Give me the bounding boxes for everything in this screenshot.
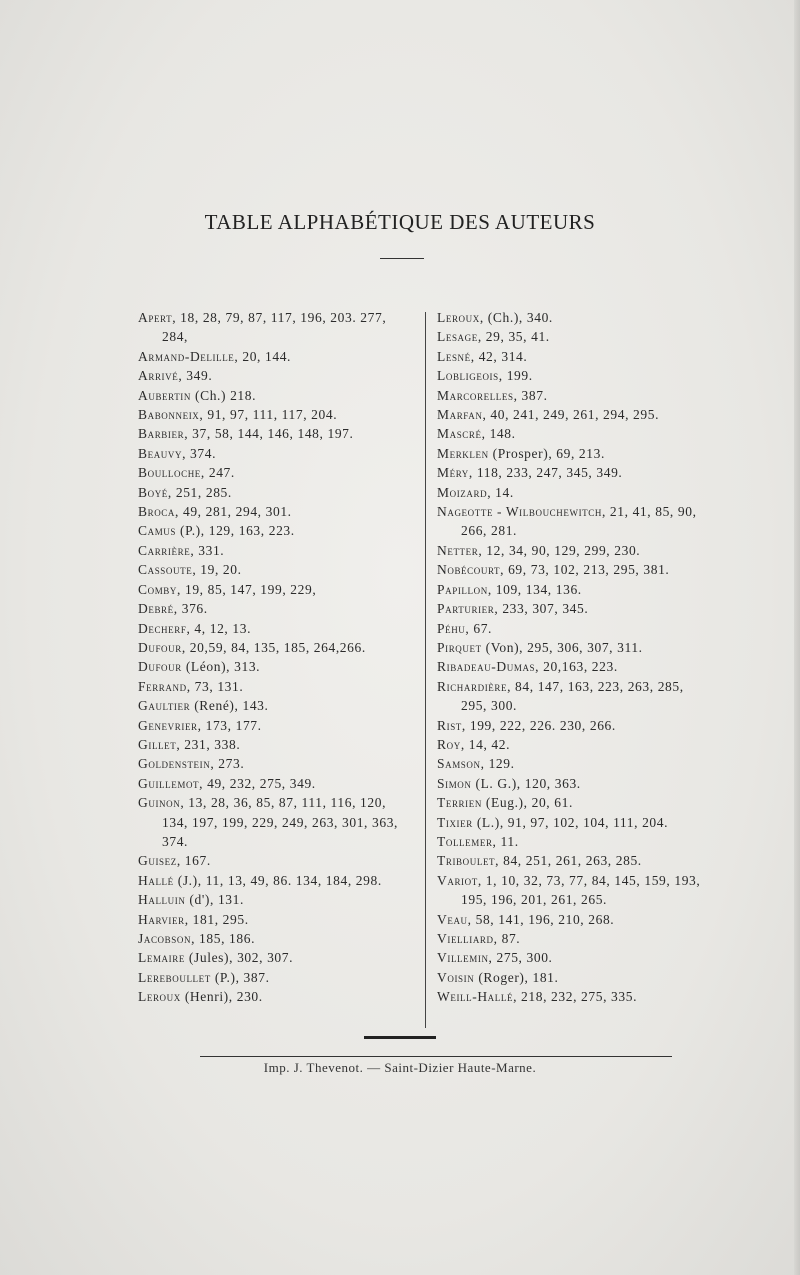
index-entry [138,599,416,618]
index-entry [437,832,707,851]
column-divider [425,312,426,1028]
page-references: (Léon), 313. [181,659,261,675]
index-entry [138,444,416,463]
author-name: Cassoute [138,562,193,578]
author-name: Merklen [437,445,489,461]
index-entry [138,677,416,696]
page-references: (P.), 129, 163, 223. [176,523,295,539]
index-entry [138,754,416,773]
index-entry [437,444,707,463]
index-entry [437,910,707,929]
page-edge-shadow [794,0,800,1275]
index-entry [437,735,707,754]
page-references: , 185, 186. [191,931,256,946]
author-name: Rist [437,717,462,733]
author-name: Decherf [138,620,187,636]
author-name: Debré [138,601,174,617]
page-references: , 19, 85, 147, 199, 229, [177,581,317,597]
page-references: , 218, 232, 275, 335. [513,989,638,1005]
author-name: Samson [437,756,481,772]
author-name: Lobligeois [437,368,499,384]
author-column-left [138,308,416,1007]
author-name: Carrière [138,542,191,558]
index-entry [437,851,707,870]
page-references: (Roger), 181. [474,969,559,985]
index-entry [138,638,416,657]
page-references: , 67. [465,620,493,636]
index-entry [138,405,416,424]
page-title: TABLE ALPHABÉTIQUE DES AUTEURS [204,210,596,234]
author-name: Camus [138,523,177,539]
index-entry [437,502,707,541]
author-name: Veau [437,911,468,927]
index-entry [437,580,707,599]
author-name: Lereboullet [138,969,211,985]
page-references: , 148. [481,426,516,442]
author-name: Babonneix [138,407,200,423]
index-entry [138,541,416,560]
page-references: , 29, 35, 41. [477,329,550,345]
page-references: , 1, 10, 32, 73, 77, 84, 145, 159, 193, 195, 196, 201, 261, 265. [461,872,701,908]
author-name: Genevrier [138,717,198,733]
page-references: , 118, 233, 247, 345, 349. [468,465,623,481]
author-name: Pirquet [437,639,482,655]
index-entry [138,987,416,1006]
page-references: , 14, 42. [460,736,511,752]
author-name: Weill-Hallé [437,989,514,1005]
author-name: Tollemer [437,833,493,849]
author-name: Barbier [138,426,185,442]
author-name: Simon [437,775,472,791]
page-references: , 376. [173,601,208,617]
page-references: , 87. [493,931,521,946]
page-references: , 173, 177. [197,717,262,733]
page-references: , 49, 232, 275, 349. [199,775,316,791]
author-name: Aubertin [138,387,192,403]
index-entry [437,619,707,638]
author-name: Armand-Delille [138,348,235,364]
page-references: (René), 143. [190,698,269,714]
author-name: Variot [437,872,478,888]
page-references: , 275, 300. [488,950,553,966]
page-references: , 37, 58, 144, 146, 148, 197. [184,426,354,442]
index-entry [138,580,416,599]
index-entry [138,851,416,870]
index-entry [437,968,707,987]
page-references: , 199. [498,368,533,384]
index-entry [138,948,416,967]
page-references: , 231, 338. [176,736,241,752]
author-name: Tixier [437,814,473,830]
page-references: , (Ch.), 340. [479,310,553,325]
index-entry [138,521,416,540]
index-entry [138,347,416,366]
index-entry [138,735,416,754]
author-name: Dufour [138,639,182,655]
page-references: , 20,163, 223. [535,659,618,675]
index-entry [437,599,707,618]
index-entry [437,754,707,773]
index-entry [138,386,416,405]
index-entry [437,366,707,385]
index-entry [437,463,707,482]
author-name: Nobécourt [437,562,501,578]
author-name: Guisez [138,853,177,869]
author-name: Voisin [437,969,475,985]
index-entry [437,424,707,443]
author-name: Netter [437,542,479,558]
index-entry [138,774,416,793]
author-name: Apert [138,310,173,325]
page-references: , 374. [182,445,217,461]
author-name: Guillemot [138,775,200,791]
index-entry [138,502,416,521]
page-references: (L. G.), 120, 363. [471,775,581,791]
index-entry [138,560,416,579]
page-references: , 69, 73, 102, 213, 295, 381. [500,562,670,578]
page-references: , 11. [492,833,519,849]
author-name: Guinon [138,795,181,811]
author-name: Mascré [437,426,482,442]
footer-rule-thin [200,1056,672,1057]
page-references: (Henri), 230. [180,989,263,1005]
page-references: , 91, 97, 111, 117, 204. [199,407,338,423]
index-entry [138,910,416,929]
index-entry [437,405,707,424]
author-name: Parturier [437,601,495,617]
index-entry [437,638,707,657]
author-name: Harvier [138,911,185,927]
page-references: , 247. [200,465,235,481]
index-entry [138,696,416,715]
author-column-right [437,308,707,1007]
author-name: Triboulet [437,853,496,869]
index-entry [437,308,707,327]
author-name: Dufour [138,659,182,675]
page-references: , 42, 314. [470,348,528,364]
page-references: , 21, 41, 85, 90, 266, 281. [461,504,697,539]
author-name: Boyé [138,484,168,500]
printer-imprint: Imp. J. Thevenot. — Saint-Dizier Haute-Marne. [263,1060,537,1075]
index-entry [437,327,707,346]
author-name: Nageotte - Wilbouchewitch [437,504,602,520]
index-entry [437,483,707,502]
page-references: , 181, 295. [184,911,249,927]
author-name: Marfan [437,407,483,423]
page-references: (P.), 387. [210,969,270,985]
page-references: , 251, 285. [167,484,232,500]
author-name: Lemaire [138,950,185,966]
page-references: , 233, 307, 345. [494,601,589,617]
index-entry [437,813,707,832]
page-references: (L.), 91, 97, 102, 104, 111, 204. [472,814,669,830]
page-references: (Ch.) 218. [191,387,257,403]
index-entry [138,657,416,676]
page-references: , 14. [487,484,514,500]
author-name: Marcorelles [437,387,514,403]
index-entry [437,948,707,967]
index-entry [138,929,416,948]
page-references: , 58, 141, 196, 210, 268. [467,911,615,927]
author-name: Jacobson [138,931,192,946]
page-references: , 387. [513,387,548,403]
page-references: (d'), 131. [185,892,244,908]
author-name: Gaultier [138,698,191,714]
index-entry [138,793,416,851]
index-entry [437,347,707,366]
author-name: Boulloche [138,465,201,481]
page-references: , 349. [178,368,213,384]
page-references: , 84, 251, 261, 263, 285. [495,853,642,869]
author-name: Gillet [138,736,177,752]
page-references: , 40, 241, 249, 261, 294, 295. [482,407,660,423]
page-references: (J.), 11, 13, 49, 86. 134, 184, 298. [173,872,382,888]
page-references: (Jules), 302, 307. [184,950,294,966]
page-references: , 12, 34, 90, 129, 299, 230. [478,542,641,558]
index-entry [437,774,707,793]
page-references: , 109, 134, 136. [487,581,582,597]
author-name: Halluin [138,892,186,908]
author-name: Villemin [437,950,489,966]
index-entry [437,793,707,812]
index-entry [138,483,416,502]
index-entry [437,929,707,948]
page-references: , 4, 12, 13. [186,620,252,636]
author-name: Lesné [437,348,471,364]
index-entry [437,716,707,735]
page-references: , 20, 144. [234,348,292,364]
author-name: Ribadeau-Dumas [437,659,536,675]
page-references: , 199, 222, 226. 230, 266. [461,717,616,733]
author-name: Méry [437,465,469,481]
index-entry [437,386,707,405]
author-name: Moizard [437,484,488,500]
index-entry [437,657,707,676]
index-entry [138,308,416,347]
index-entry [138,619,416,638]
author-name: Terrien [437,795,482,811]
page-references: , 84, 147, 163, 223, 263, 285, 295, 300. [461,678,684,714]
index-entry [138,716,416,735]
index-entry [437,541,707,560]
index-entry [138,463,416,482]
page-references: , 167. [176,853,211,869]
page-references: , 20,59, 84, 135, 185, 264,266. [181,639,366,655]
author-name: Roy [437,736,461,752]
author-name: Comby [138,581,178,597]
title-rule [380,258,424,259]
author-name: Goldenstein [138,756,211,772]
page-references: , 18, 28, 79, 87, 117, 196, 203. 277, 284, [162,310,387,345]
index-entry [138,424,416,443]
index-entry [437,560,707,579]
author-name: Richardière [437,678,508,694]
author-name: Papillon [437,581,488,597]
page-references: , 19, 20. [192,562,242,578]
index-entry [138,871,416,890]
index-entry [437,871,707,910]
footer-rule-thick [364,1036,436,1039]
author-name: Leroux [138,989,181,1005]
page-references: , 73, 131. [186,678,244,694]
page-references: (Eug.), 20, 61. [481,795,573,811]
page-references: (Prosper), 69, 213. [488,445,605,461]
author-name: Péhu [437,620,466,636]
page-references: , 331. [190,542,225,558]
index-entry [138,968,416,987]
author-name: Vielliard [437,931,494,946]
index-entry [437,677,707,716]
author-name: Arrivé [138,368,179,384]
author-name: Leroux [437,310,480,325]
page-references: , 273. [210,756,245,772]
index-entry [138,890,416,909]
page-references: (Von), 295, 306, 307, 311. [481,639,643,655]
author-name: Ferrand [138,678,187,694]
index-entry [138,366,416,385]
author-name: Broca [138,504,176,520]
page-references: , 13, 28, 36, 85, 87, 111, 116, 120, 134, 197, 199, 229, 249, 263, 301, 363, 374. [162,795,399,849]
page-references: , 49, 281, 294, 301. [175,504,292,520]
page-references: , 129. [480,756,515,772]
author-name: Hallé [138,872,174,888]
index-entry [437,987,707,1006]
author-name: Beauvy [138,445,183,461]
author-name: Lesage [437,329,478,345]
